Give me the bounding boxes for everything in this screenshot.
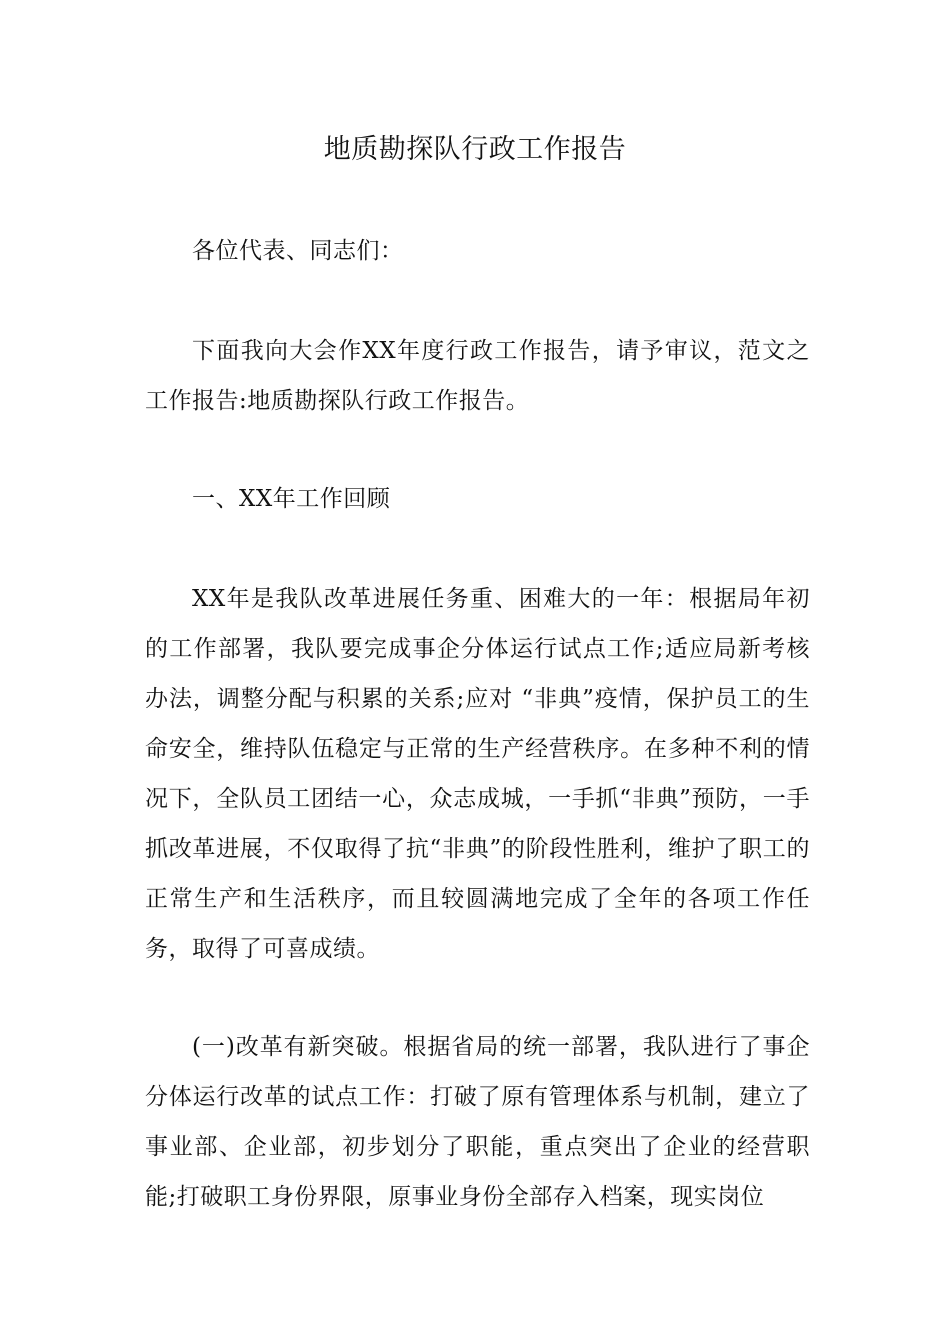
document-title: 地质勘探队行政工作报告 (323, 134, 627, 165)
section-heading: 一、XX年工作回顾 (192, 486, 391, 512)
salutation-paragraph: 各位代表、同志们： (192, 238, 404, 264)
reform-paragraph: (一)改革有新突破。根据省局的统一部署，我队进行了事企分体运行改革的试点工作：打破了原有管理体系与机制，建立了事业部、企业部，初步划分了职能，重点突出了企业的经营职能;打破职工身份界限，原事业身份全部存入档案，现实岗位 (145, 1034, 810, 1210)
intro-paragraph: 下面我向大会作XX年度行政工作报告，请予审议，范文之工作报告:地质勘探队行政工作报告。 (145, 338, 810, 414)
review-paragraph: XX年是我队改革进展任务重、困难大的一年：根据局年初的工作部署，我队要完成事企分体运行试点工作;适应局新考核办法，调整分配与积累的关系;应对 “非典”疫情，保护员工的生命安全，维持队伍稳定与正常的生产经营秩序。在多种不利的情况下，全队员工团结一心，众志成城，一手抓“非典”预防，一手抓改革进展，不仅取得了抗“非典”的阶段性胜利，维护了职工的正常生产和生活秩序，而且较圆满地完成了全年的各项工作任务，取得了可喜成绩。 (145, 586, 810, 962)
